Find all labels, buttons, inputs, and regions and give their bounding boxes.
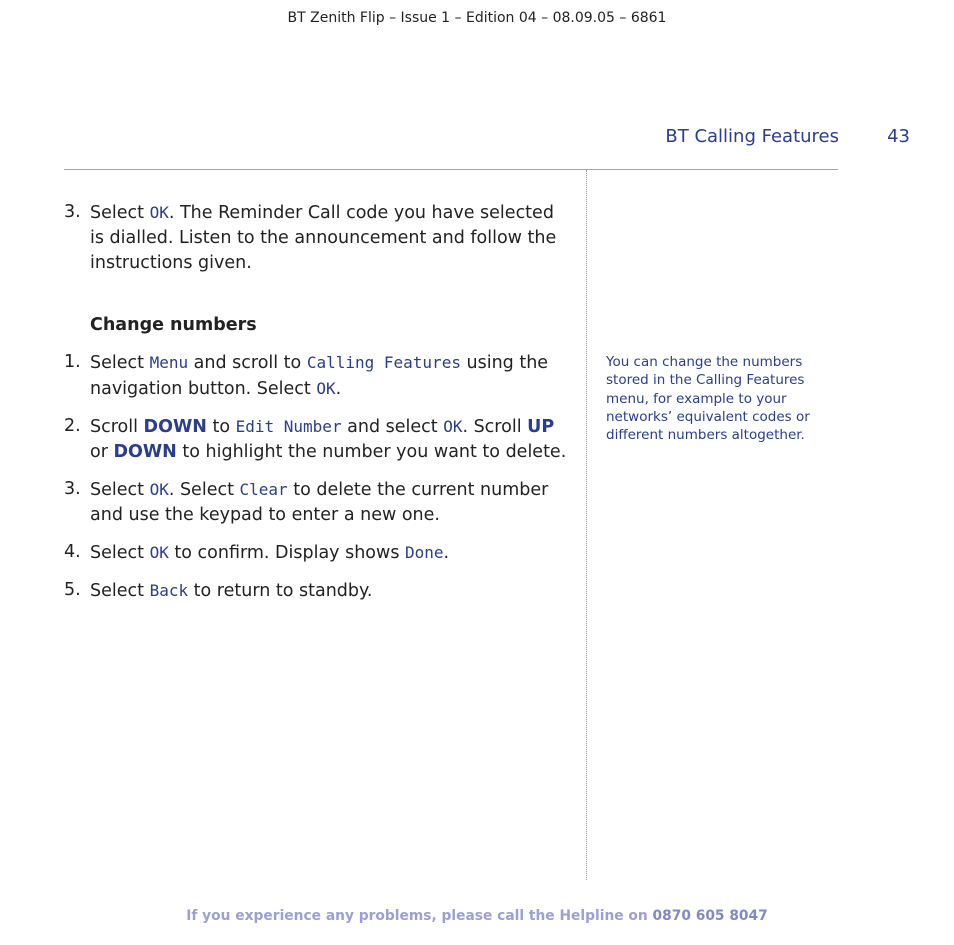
step-number: 4. [64,542,81,562]
step-text: Scroll [90,417,144,437]
step-text: . [335,379,342,399]
step-number: 5. [64,580,81,600]
key-down: DOWN [143,417,207,437]
step-number: 2. [64,416,81,436]
step-text: Select [90,480,150,500]
step-number: 3. [64,479,81,499]
step-text: . The Reminder Call code you have selected is dialled. Listen to the announcement and follow the instructions given. [90,203,557,273]
column-divider [586,170,587,880]
display-text-menu: Menu [149,353,189,372]
step-text: . Select [168,480,240,500]
step-number: 3. [64,202,81,222]
footer-helpline [0,908,954,924]
main-column [64,200,569,604]
display-text-clear: Clear [239,480,288,499]
step-3-reminder-call [64,200,569,276]
key-up: UP [527,417,555,437]
display-text-ok: OK [149,203,169,222]
step-2-scroll-edit-number [64,414,569,465]
step-4-confirm [64,540,569,566]
step-1-select-menu [64,350,569,402]
step-text: Select [90,203,150,223]
step-text: or [90,442,114,462]
step-5-return-standby [64,578,569,604]
step-text: Select [90,581,150,601]
step-text: Select [90,543,150,563]
step-text: . Scroll [462,417,528,437]
display-text-ok: OK [443,417,463,436]
step-number: 1. [64,352,81,372]
step-text: using the navigation button. Select [90,353,549,399]
display-text-calling-features: Calling Features [306,353,461,372]
header-divider [64,169,838,170]
display-text-edit-number: Edit Number [235,417,342,436]
sidebar-note: You can change the numbers stored in the Calling Features menu, for example to your networks’ equivalent codes or different numbers altogether. [606,354,810,444]
key-down: DOWN [113,442,177,462]
step-text: to highlight the number you want to delete. [176,442,567,462]
step-text: and scroll to [188,353,307,373]
helpline-phone-number: 0870 605 8047 [652,908,768,924]
document-id-header: BT Zenith Flip – Issue 1 – Edition 04 – 08.09.05 – 6861 [287,10,667,26]
step-text: to confirm. Display shows [168,543,406,563]
page-number: 43 [887,126,910,147]
step-text: Select [90,353,150,373]
step-text: to [206,417,236,437]
display-text-done: Done [405,543,444,562]
display-text-ok: OK [149,543,169,562]
display-text-back: Back [149,581,189,600]
step-3-clear-number [64,477,569,528]
display-text-ok: OK [149,480,169,499]
display-text-ok: OK [316,379,336,398]
step-text: and select [341,417,444,437]
step-text: . [443,543,450,563]
subheading-change-numbers: Change numbers [90,315,257,335]
footer-text: If you experience any problems, please call the Helpline on [186,908,653,924]
step-text: to delete the current number and use the keypad to enter a new one. [90,480,549,525]
step-text: to return to standby. [188,581,373,601]
section-title: BT Calling Features [665,126,839,147]
